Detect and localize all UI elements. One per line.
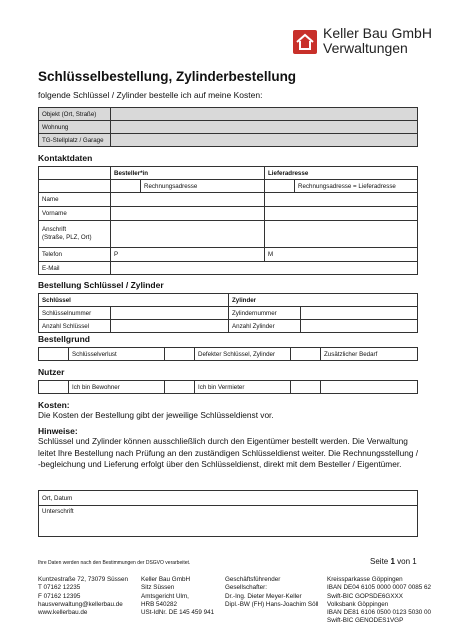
apartment-field[interactable] (111, 121, 418, 134)
notes-heading: Hinweise: (38, 426, 78, 436)
page-title: Schlüsselbestellung, Zylinderbestellung (38, 69, 297, 84)
object-label: Objekt (Ort, Straße) (39, 108, 111, 121)
order-heading: Bestellung Schlüssel / Zylinder (38, 280, 164, 290)
delivery-header: Lieferadresse (265, 167, 418, 180)
place-date-field[interactable]: Ort, Datum (39, 491, 418, 506)
invoice-label: Rechnungsadresse (141, 180, 265, 193)
cylinder-number-label: Zylindernummer (229, 307, 301, 320)
key-header: Schlüssel (39, 294, 229, 307)
page-number: Seite 1 von 1 (370, 557, 417, 566)
object-table (38, 107, 418, 147)
email-field[interactable] (111, 262, 418, 275)
brand-name: Keller Bau GmbH Verwaltungen (323, 25, 432, 56)
reason-defect-label: Defekter Schlüssel, Zylinder (195, 348, 291, 361)
signature-field[interactable]: Unterschrift (39, 506, 418, 537)
landlord-checkbox[interactable] (165, 381, 195, 394)
intro-text: folgende Schlüssel / Zylinder bestelle ich auf meine Kosten: (38, 90, 263, 100)
key-count-field[interactable] (111, 320, 229, 333)
reason-loss-checkbox[interactable] (39, 348, 69, 361)
cylinder-header: Zylinder (229, 294, 418, 307)
delivery-address-field[interactable] (265, 221, 418, 248)
user-table (38, 380, 418, 394)
contact-table (38, 166, 418, 275)
reason-loss-label: Schlüsselverlust (69, 348, 165, 361)
costs-text: Die Kosten der Bestellung gibt der jeweilige Schlüsseldienst vor. (38, 410, 274, 420)
reason-defect-checkbox[interactable] (165, 348, 195, 361)
phone-mobile-field[interactable]: M (265, 248, 418, 262)
parking-label: TG-Stellplatz / Garage (39, 134, 111, 147)
footer-management: Geschäftsführender Gesellschafter: Dr.-Ing. Dieter Meyer-Keller Dipl.-BW (FH) Hans-Joachim Söll (225, 576, 319, 608)
resident-label: Ich bin Bewohner (69, 381, 165, 394)
landlord-label: Ich bin Vermieter (195, 381, 291, 394)
cylinder-count-field[interactable] (301, 320, 418, 333)
reason-extra-checkbox[interactable] (291, 348, 321, 361)
orderer-firstname-field[interactable] (111, 207, 265, 221)
firstname-label: Vorname (39, 207, 111, 221)
key-count-label: Anzahl Schlüssel (39, 320, 111, 333)
costs-heading: Kosten: (38, 400, 70, 410)
key-number-field[interactable] (111, 307, 229, 320)
privacy-note: Ihre Daten werden nach den Bestimmungen der DSGVO verarbeitet. (38, 560, 191, 566)
same-address-checkbox[interactable] (265, 180, 295, 193)
website-link[interactable]: www.kellerbau.de (38, 609, 88, 617)
order-table (38, 293, 418, 333)
object-field[interactable] (111, 108, 418, 121)
invoice-checkbox[interactable] (111, 180, 141, 193)
cylinder-number-field[interactable] (301, 307, 418, 320)
reason-table (38, 347, 418, 361)
notes-text: Schlüssel und Zylinder können ausschließlich durch den Eigentümer bestellt werden. Die Verwaltung leitet Ihre Bestellung nach Prüfung an den zuständigen Schlüsseldienst weiter. Die Rechnungsstellung / -begleichung und Lieferung erfolgt über den Schlüsseldienst, direkt mit dem Besteller / Eigentümer. (38, 436, 419, 469)
name-label: Name (39, 193, 111, 207)
footer-address: Kuntzestraße 72, 73079 Süssen T 07162 12235 F 07162 12395 hausverwaltung@kellerbau.de www.kellerbau.de (38, 576, 128, 617)
reason-extra-label: Zusätzlicher Bedarf (321, 348, 418, 361)
address-label: Anschrift (Straße, PLZ, Ort) (39, 221, 111, 248)
email-link[interactable]: hausverwaltung@kellerbau.de (38, 600, 123, 608)
phone-label: Telefon (39, 248, 111, 262)
apartment-label: Wohnung (39, 121, 111, 134)
footer-bank: Kreissparkasse Göppingen IBAN DE04 6105 0000 0007 0085 62 Swift-BIC GOPSDE6GXXX Volksbank Göppingen IBAN DE81 6106 0500 0123 5030 00 Swift-BIC GENODES1VGP (327, 576, 431, 625)
key-number-label: Schlüsselnummer (39, 307, 111, 320)
resident-checkbox[interactable] (39, 381, 69, 394)
email-label: E-Mail (39, 262, 111, 275)
orderer-header: Besteller*in (111, 167, 265, 180)
footer-company: Keller Bau GmbH Sitz Süssen Amtsgericht Ulm, HRB 540282 USt-IdNr. DE 145 459 941 (141, 576, 215, 617)
parking-field[interactable] (111, 134, 418, 147)
delivery-firstname-field[interactable] (265, 207, 418, 221)
same-address-label: Rechnungsadresse = Lieferadresse (295, 180, 418, 193)
phone-private-field[interactable]: P (111, 248, 265, 262)
cylinder-count-label: Anzahl Zylinder (229, 320, 301, 333)
delivery-name-field[interactable] (265, 193, 418, 207)
signature-table (38, 490, 418, 537)
contact-heading: Kontaktdaten (38, 153, 93, 163)
orderer-name-field[interactable] (111, 193, 265, 207)
orderer-address-field[interactable] (111, 221, 265, 248)
user-heading: Nutzer (38, 367, 65, 377)
house-logo-icon (293, 30, 317, 54)
reason-heading: Bestellgrund (38, 334, 90, 344)
